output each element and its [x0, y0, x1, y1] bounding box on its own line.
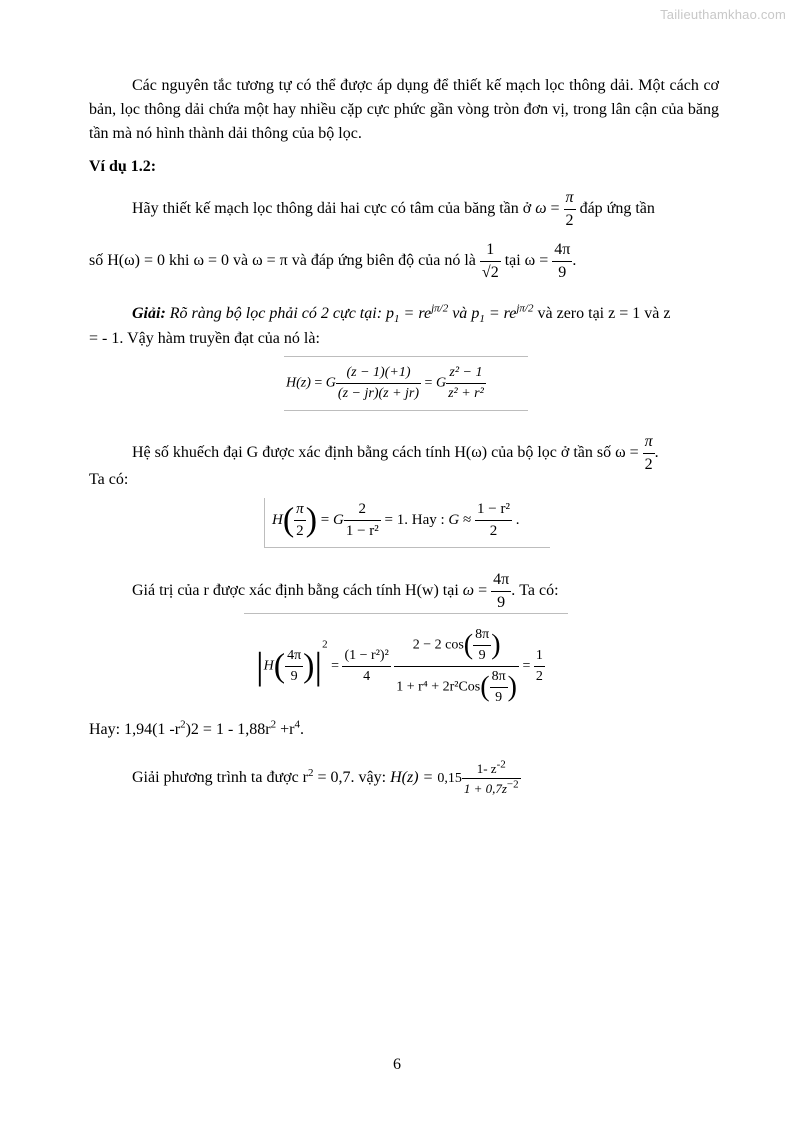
final-coef: 0,15 — [437, 771, 462, 787]
eq1-G-2: G — [435, 375, 447, 391]
frac-den: 9 — [490, 687, 508, 705]
right-paren: ) — [305, 501, 318, 539]
eq3-top-rule — [244, 613, 568, 614]
eq3-H: H — [263, 658, 274, 674]
solution-label: Giải: — [132, 305, 166, 322]
equation-gain — [272, 502, 519, 539]
r-value-tail: . Ta có: — [511, 582, 559, 600]
ta-co-label: Ta có: — [89, 471, 129, 488]
equation-magnitude — [256, 628, 545, 705]
frac-num: 8π — [475, 627, 490, 642]
re-text: = re — [488, 305, 517, 322]
gain-text: Hệ số khuếch đại G được xác định bằng cách tính H(ω) của bộ lọc ở tần số ω = — [132, 444, 639, 462]
exp-j: j — [516, 302, 520, 315]
pi-over-2-fraction — [643, 434, 655, 473]
eq3-fraction-a — [342, 649, 390, 684]
frac-den: 2 — [294, 520, 306, 539]
example-line-1-text: Hãy thiết kế mạch lọc thông dải hai cực có tâm của băng tần ở — [132, 200, 532, 218]
eq1-lhs: H(z) — [286, 375, 311, 391]
eq3-fraction-b — [394, 628, 519, 705]
pole-expression — [403, 302, 449, 322]
example-line-1 — [132, 190, 655, 229]
right-paren: ) — [507, 671, 517, 703]
frac-num: (z − 1)(+1) — [346, 365, 411, 380]
page-number: 6 — [393, 1056, 401, 1073]
num-exp: -2 — [496, 758, 506, 771]
frac-num: 4π — [493, 571, 510, 588]
frac-den — [462, 778, 521, 795]
eq1-fraction-1 — [336, 366, 421, 401]
frac-den: (z − jr)(z + jr) — [336, 383, 421, 401]
final-Hz: H(z) = — [390, 769, 434, 787]
solution-line-2: = - 1. Vậy hàm truyền đạt của nó là: — [89, 330, 320, 347]
eq3-one-half — [534, 649, 545, 684]
equals-sign: = — [550, 200, 560, 218]
eq2-period: . — [515, 511, 520, 528]
equation-transfer-function — [286, 366, 486, 401]
frac-den: 2 — [534, 666, 545, 684]
frac-num — [394, 628, 519, 663]
zero-text: và zero tại z = 1 và z — [537, 305, 671, 322]
example-heading: Ví dụ 1.2: — [89, 158, 157, 175]
p-letter: p — [386, 305, 395, 322]
pole-expression-2 — [488, 302, 534, 322]
frac-den: 9 — [473, 645, 491, 663]
eq3-equals-2: = — [522, 658, 531, 674]
eq2-equals: = — [320, 511, 330, 528]
example-line-1-tail: đáp ứng tần — [579, 200, 655, 218]
eight-pi-over-9 — [473, 628, 491, 663]
eq1-equals-2: = — [424, 375, 433, 391]
exp-pi-half: π/2 — [434, 302, 449, 315]
left-paren: ( — [480, 671, 490, 703]
eq3-equals: = — [331, 658, 339, 674]
hay-line — [89, 720, 304, 740]
frac-den: 9 — [491, 591, 511, 611]
exp-j: j — [431, 302, 435, 315]
solution-line-1 — [132, 304, 670, 324]
r-value-line — [132, 572, 559, 611]
period: . — [572, 252, 577, 270]
frac-num: π — [565, 189, 574, 206]
frac-den: 2 — [564, 209, 576, 229]
final-fraction — [462, 758, 521, 796]
eq2-G: G — [332, 511, 344, 528]
eq2-H: H — [272, 511, 283, 528]
hay-sup-2: 2 — [180, 718, 186, 731]
intro-paragraph: Các nguyên tắc tương tự có thể được áp dụng để thiết kế mạch lọc thông dải. Một cách cơ bản, lọc thông dải chứa một hay nhiều cặp cực phức gần vòng tròn đơn vị, trong lân cận của băng tần mà nó hình thành dải thông của bộ lọc. — [89, 77, 719, 142]
hay-text-d: . — [299, 721, 304, 738]
four-pi-over-9-fraction — [491, 572, 511, 611]
eq1-G: G — [325, 375, 336, 391]
hay-sup-2b: 2 — [270, 718, 277, 731]
frac-num: 1 — [486, 241, 495, 258]
p1-symbol — [386, 305, 400, 326]
right-paren: ) — [491, 629, 501, 661]
eight-pi-over-9 — [490, 670, 508, 705]
hay-sup-4: 4 — [294, 718, 300, 731]
watermark: Tailieuthamkhao.com — [660, 7, 786, 22]
eq2-pi-over-2 — [294, 502, 306, 539]
eq2-G-2: G — [448, 511, 460, 528]
frac-den — [394, 666, 519, 705]
hay-text-b: )2 = 1 - 1,88r — [185, 721, 271, 738]
left-paren: ( — [463, 629, 474, 661]
frac-num: 8π — [491, 669, 506, 684]
denB-text: 1 + r⁴ + 2r²Cos — [396, 679, 481, 695]
final-text-a: Giải phương trình ta được r — [132, 769, 309, 787]
eq2-fraction — [344, 502, 381, 539]
eq3-four-pi-over-9 — [285, 649, 303, 684]
frac-num: 1 − r² — [476, 501, 510, 517]
numB-text: 2 − 2 cos — [412, 637, 464, 653]
frac-den: 9 — [552, 261, 572, 281]
frac-num: 4π — [287, 648, 302, 663]
p1-symbol-2 — [471, 305, 485, 326]
equals-sign: = — [478, 582, 488, 600]
den-exp: −2 — [506, 778, 519, 791]
eq2-fraction-2 — [475, 502, 512, 539]
frac-den: 2 — [643, 453, 655, 473]
frac-num: 4π — [554, 241, 571, 258]
omega-symbol: ω — [462, 582, 475, 600]
frac-den: 2 — [475, 520, 512, 539]
hay-text-c: +r — [276, 721, 295, 738]
frac-num: (1 − r²)² — [344, 648, 389, 663]
right-paren: ) — [303, 647, 315, 685]
frac-den: 4 — [342, 666, 390, 684]
solution-text: Rõ ràng bộ lọc phải có 2 cực tại: — [169, 305, 383, 322]
eq1-top-rule — [284, 356, 528, 357]
den-text: 1 + 0,7z — [463, 781, 507, 796]
frac-num — [462, 758, 521, 776]
example-line-2-text: số H(ω) = 0 khi ω = 0 và ω = π và đáp ứng biên độ của nó là — [89, 252, 476, 270]
eq1-fraction-2 — [446, 366, 486, 401]
re-text: = re — [403, 305, 432, 322]
frac-den: 9 — [285, 666, 303, 684]
pi-over-2-fraction — [564, 190, 576, 229]
final-text-b: = 0,7. vậy: — [313, 769, 387, 787]
p-letter: p — [471, 305, 480, 322]
eq1-bottom-rule — [284, 410, 528, 411]
p-subscript: 1 — [479, 313, 485, 326]
frac-den: z² + r² — [446, 383, 486, 401]
frac-num: 2 — [358, 501, 367, 517]
left-paren: ( — [282, 501, 295, 539]
frac-num: π — [296, 501, 304, 517]
example-line-2 — [89, 242, 576, 281]
exp-pi-half: π/2 — [519, 302, 534, 315]
frac-den: 1 − r² — [344, 520, 381, 539]
eq1-equals: = — [314, 375, 323, 391]
frac-den: √2 — [480, 261, 501, 281]
eq2-approx: ≈ — [463, 511, 472, 528]
hay-text-a: Hay: 1,94(1 -r — [89, 721, 181, 738]
eq2-equals-one: = 1. Hay : — [384, 511, 445, 528]
abs-bar-right: | — [314, 645, 323, 688]
period: . — [654, 444, 659, 462]
p-subscript: 1 — [394, 313, 400, 326]
final-sup-2: 2 — [308, 766, 314, 779]
gain-line — [132, 434, 659, 473]
four-pi-over-9-fraction — [552, 242, 572, 281]
one-over-sqrt2-fraction — [480, 242, 501, 281]
frac-num: π — [644, 433, 653, 450]
final-line — [132, 758, 521, 796]
abs-bar-left: | — [256, 645, 264, 688]
eq2-left-rule — [264, 498, 265, 548]
num-text: 1- z — [476, 761, 497, 776]
frac-num: z² − 1 — [449, 365, 483, 380]
left-paren: ( — [273, 647, 286, 685]
omega-symbol: ω — [535, 200, 547, 218]
example-line-2-mid: tại ω = — [504, 252, 549, 270]
eq3-square: 2 — [322, 638, 328, 651]
eq2-bottom-rule — [264, 547, 550, 548]
frac-num: 1 — [535, 648, 543, 663]
r-value-text: Giá trị của r được xác định bằng cách tính H(w) tại — [132, 582, 459, 600]
and-word: và — [452, 305, 468, 322]
